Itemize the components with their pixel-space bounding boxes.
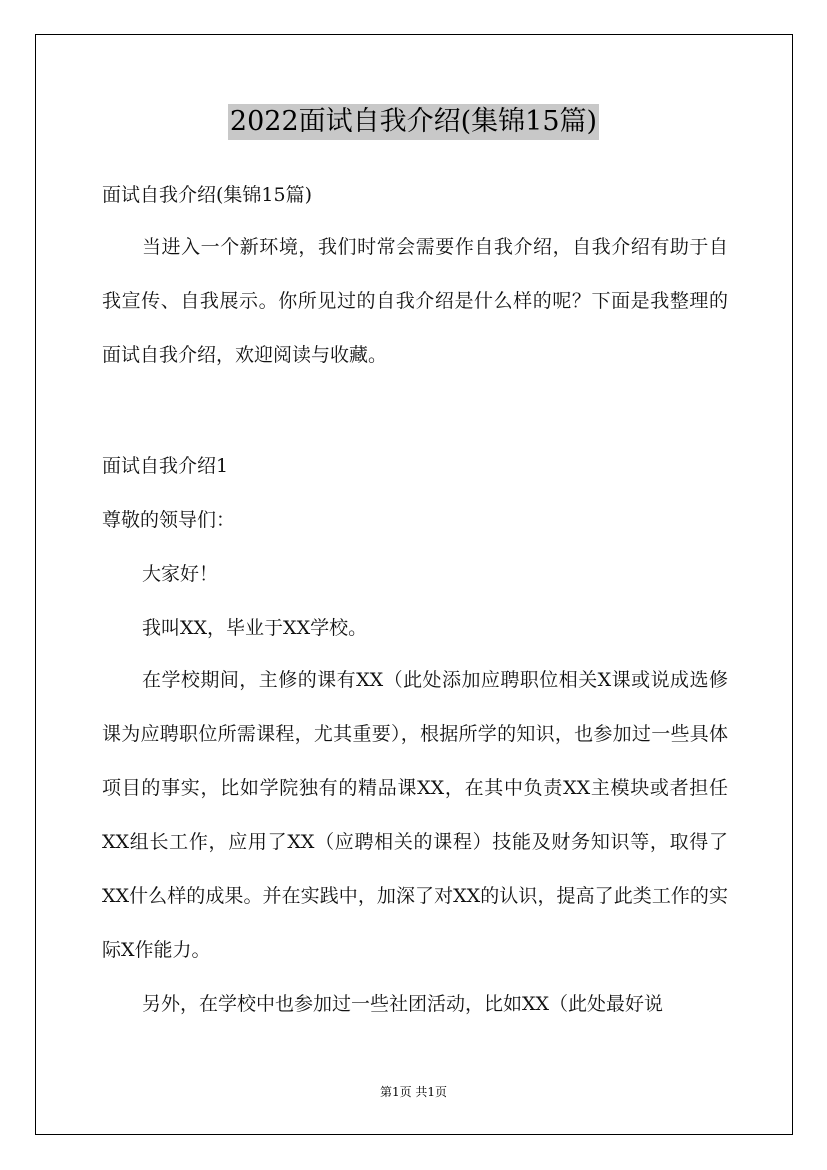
page-footer: 第1页 共1页 [379,1085,448,1099]
intro-paragraph: 当进入一个新环境，我们时常会需要作自我介绍，自我介绍有助于自我宣传、自我展示。你所见过的自我介绍是什么样的呢？下面是我整理的面试自我介绍，欢迎阅读与收藏。 [102,236,728,366]
activities-paragraph: 另外，在学校中也参加过一些社团活动，比如XX（此处最好说 [142,993,664,1015]
salutation: 尊敬的领导们： [102,509,236,531]
document-subtitle: 面试自我介绍(集锦15篇) [102,184,313,206]
school-paragraph: 在学校期间，主修的课有XX（此处添加应聘职位相关X课或说成选修课为应聘职位所需课程，尤其重要），根据所学的知识，也参加过一些具体项目的事实，比如学院独有的精品课XX，在其中负责XX主模块或者担任XX组长工作，应用了XX（应聘相关的课程）技能及财务知识等，取得了XX什么样的成果。并在实践中，加深了对XX的认识，提高了此类工作的实际X作能力。 [102,669,728,961]
name-line: 我叫XX，毕业于XX学校。 [142,617,368,639]
document-title: 2022面试自我介绍(集锦15篇) [228,104,599,140]
greeting: 大家好！ [142,563,219,585]
section-heading: 面试自我介绍1 [102,455,229,477]
title-container [0,104,827,140]
